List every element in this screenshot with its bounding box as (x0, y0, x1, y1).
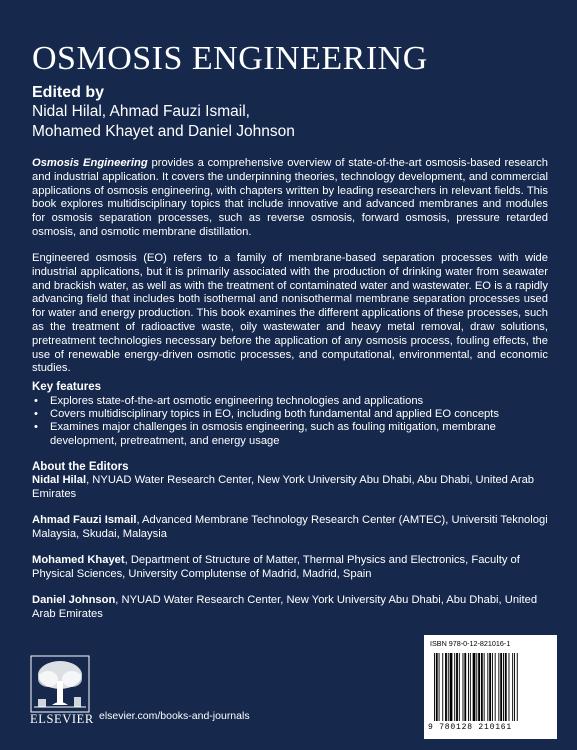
publisher-website[interactable]: elsevier.com/books-and-journals (99, 710, 250, 722)
barcode-bar (481, 653, 483, 721)
description-paragraph-1 (32, 157, 548, 240)
barcode-bar (468, 653, 469, 721)
editors-line-2: Mohamed Khayet and Daniel Johnson (32, 123, 295, 140)
editor-bio (32, 513, 548, 541)
barcode-bar (500, 653, 502, 721)
barcode-bar (470, 653, 471, 721)
barcode-bar (434, 653, 435, 721)
editors-names (32, 102, 452, 142)
editor-bio (32, 473, 548, 501)
barcode-bar (492, 653, 493, 721)
editor-affiliation: , Department of Structure of Matter, Thermal Physics and Electronics, Faculty of Physical Sciences, University Complutense of Madrid, Madrid, Spain (32, 554, 520, 580)
barcode-number: 9 780128 210161 (428, 723, 513, 732)
barcode-bar (484, 653, 485, 721)
editor-name: Nidal Hilal (32, 474, 87, 486)
editor-affiliation: , Advanced Membrane Technology Research Center (AMTEC), Universiti Teknologi Malaysia, Skudai, Malaysia (32, 514, 548, 540)
barcode-bar (498, 653, 499, 721)
barcode-bar (509, 653, 510, 721)
barcode-bar (505, 653, 507, 721)
list-item: • Covers multidisciplinary topics in EO, including both fundamental and applied EO concepts (32, 408, 548, 421)
publisher-name: ELSEVIER (30, 712, 94, 726)
barcode-bar (445, 653, 447, 721)
editor-affiliation: , NYUAD Water Research Center, New York University Abu Dhabi, Abu Dhabi, United Arab Emirates (32, 594, 538, 620)
barcode-bar (473, 653, 476, 721)
book-title: OSMOSIS ENGINEERING (32, 40, 428, 77)
key-features-heading: Key features (32, 381, 102, 393)
barcode-bar (436, 653, 438, 721)
isbn-barcode (424, 635, 557, 739)
barcode-bar (463, 653, 464, 721)
description-paragraph-2: Engineered osmosis (EO) refers to a family of membrane-based separation processes with wide industrial applications, but it is primarily associated with the production of drinking water from seawater and brackish water, as well as with the treatment of contaminated water and wastewater. EO is a rapidly advancing field that includes both isothermal and nonisothermal membrane separation processes used for water and energy production. This book examines the different applications of these processes, such as the treatment of radioactive waste, oily wastewater and heavy metal removal, draw solutions, pretreatment technologies necessary before the application of any osmosis process, fouling effects, the use of renewable energy-driven osmotic processes, and computational, environmental, and economic studies. (32, 252, 548, 375)
barcode-bar (512, 653, 513, 721)
barcode-bar (442, 653, 443, 721)
list-item: • Examines major challenges in osmosis engineering, such as fouling mitigation, membrane development, pretreatment, and energy usage (32, 421, 548, 447)
barcode-bar (489, 653, 491, 721)
editor-name: Daniel Johnson (32, 594, 116, 606)
editor-name: Ahmad Fauzi Ismail (32, 514, 137, 526)
editor-bio (32, 553, 548, 581)
barcode-bar (464, 653, 466, 721)
barcode-bar (476, 653, 477, 721)
editor-name: Mohamed Khayet (32, 554, 125, 566)
editor-bio (32, 593, 548, 621)
barcode-bar (487, 653, 488, 721)
list-item: • Explores state-of-the-art osmotic engineering technologies and applications (32, 395, 548, 408)
barcode-bar (450, 653, 453, 721)
editors-line-1: Nidal Hilal, Ahmad Fauzi Ismail, (32, 103, 250, 120)
barcode-bar (454, 653, 455, 721)
barcode-bar (439, 653, 440, 721)
edited-by-label: Edited by (32, 84, 105, 101)
isbn-label: ISBN 978-0-12-821016-1 (430, 639, 511, 648)
editor-affiliation: , NYUAD Water Research Center, New York University Abu Dhabi, Abu Dhabi, United Arab Emirates (32, 474, 535, 500)
barcode-bar (478, 653, 480, 721)
elsevier-tree-logo-icon (30, 655, 90, 713)
description-p1-text: provides a comprehensive overview of state-of-the-art osmosis-based research and industrial application. It covers the underpinning theories, technology development, and commercial applications of osmosis engineering, with chapters written by leading researchers in relevant fields. This book explores multidisciplinary topics that include innovative and advanced membranes and modules for osmosis separation processes, such as reverse osmosis, forward osmosis, pressure retarded osmosis, and osmotic membrane distillation. (32, 157, 548, 238)
barcode-bar (448, 653, 449, 721)
barcode-bar (495, 653, 496, 721)
about-editors-heading: About the Editors (32, 461, 129, 473)
description-lead-title: Osmosis Engineering (32, 157, 148, 169)
barcode-bar (503, 653, 504, 721)
barcode-bar (517, 653, 518, 721)
barcode-bar (514, 653, 515, 721)
barcode-bar (459, 653, 460, 721)
barcode-icon (434, 653, 548, 723)
key-features-list (32, 395, 548, 448)
barcode-bar (456, 653, 458, 721)
